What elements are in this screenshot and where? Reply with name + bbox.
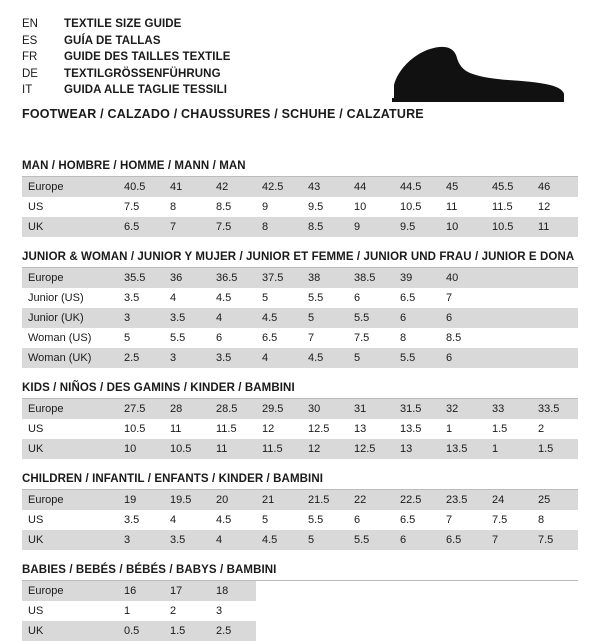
table-cell: 3.5	[164, 530, 210, 550]
table-row	[22, 268, 578, 288]
row-label: Junior (US)	[22, 288, 118, 308]
language-code: FR	[22, 51, 38, 63]
table-cell: 8	[256, 217, 302, 237]
row-label: Woman (UK)	[22, 348, 118, 368]
table-cell: 36.5	[210, 268, 256, 288]
table-cell: 22.5	[394, 490, 440, 510]
table-cell-empty	[394, 581, 440, 601]
size-section	[22, 473, 578, 550]
table-cell: 35.5	[118, 268, 164, 288]
size-table	[22, 268, 578, 368]
table-cell-empty	[532, 601, 578, 621]
table-cell: 3	[118, 530, 164, 550]
table-cell: 1	[486, 439, 532, 459]
table-cell: 7	[440, 510, 486, 530]
table-cell: 11.5	[486, 197, 532, 217]
table-row	[22, 530, 578, 550]
table-cell-empty	[440, 601, 486, 621]
table-cell: 6	[440, 308, 486, 328]
table-cell-empty	[486, 288, 532, 308]
table-cell: 7	[302, 328, 348, 348]
table-cell: 6.5	[256, 328, 302, 348]
table-cell: 10.5	[164, 439, 210, 459]
table-cell: 28.5	[210, 399, 256, 419]
table-row	[22, 581, 578, 601]
table-cell: 29.5	[256, 399, 302, 419]
table-row	[22, 177, 578, 197]
language-code: ES	[22, 34, 38, 47]
table-cell-empty	[532, 581, 578, 601]
table-cell: 6.5	[118, 217, 164, 237]
table-cell: 8.5	[302, 217, 348, 237]
table-cell: 10.5	[486, 217, 532, 237]
table-cell: 33	[486, 399, 532, 419]
table-cell: 4.5	[210, 510, 256, 530]
table-cell: 11.5	[256, 439, 302, 459]
table-cell: 11.5	[210, 419, 256, 439]
size-section-title: MAN / HOMBRE / HOMME / MANN / MAN	[22, 160, 578, 177]
table-cell-empty	[532, 288, 578, 308]
table-cell: 5	[302, 308, 348, 328]
table-cell: 19	[118, 490, 164, 510]
table-row	[22, 601, 578, 621]
table-cell: 2	[532, 419, 578, 439]
table-cell: 1	[440, 419, 486, 439]
size-section	[22, 251, 578, 368]
table-cell: 8	[394, 328, 440, 348]
table-row	[22, 419, 578, 439]
table-cell: 7.5	[486, 510, 532, 530]
table-cell-empty	[486, 601, 532, 621]
table-cell: 6	[440, 348, 486, 368]
table-cell: 7	[440, 288, 486, 308]
table-cell: 6	[394, 308, 440, 328]
row-label: UK	[22, 439, 118, 459]
size-tables-container	[22, 160, 578, 641]
table-cell: 5	[302, 530, 348, 550]
category-title: FOOTWEAR / CALZADO / CHAUSSURES / SCHUHE / CALZATURE	[22, 106, 424, 121]
table-cell: 6.5	[394, 288, 440, 308]
table-cell: 42	[210, 177, 256, 197]
table-cell: 12.5	[348, 439, 394, 459]
language-title: GUIDE DES TAILLES TEXTILE	[64, 51, 231, 63]
table-cell-empty	[348, 621, 394, 641]
language-title: GUIDA ALLE TAGLIE TESSILI	[64, 84, 228, 96]
table-cell-empty	[440, 621, 486, 641]
table-cell: 4	[256, 348, 302, 368]
row-label: UK	[22, 217, 118, 237]
table-cell: 6	[210, 328, 256, 348]
language-code: EN	[22, 18, 38, 30]
table-cell: 8.5	[440, 328, 486, 348]
language-row	[22, 33, 231, 50]
table-cell: 1	[118, 601, 164, 621]
table-cell: 3.5	[118, 288, 164, 308]
table-cell: 19.5	[164, 490, 210, 510]
table-cell: 27.5	[118, 399, 164, 419]
language-row	[22, 49, 231, 66]
row-label: Europe	[22, 177, 118, 197]
table-cell: 7	[164, 217, 210, 237]
table-cell: 6	[348, 288, 394, 308]
table-cell: 4.5	[210, 288, 256, 308]
table-cell: 4	[164, 510, 210, 530]
row-label: UK	[22, 621, 118, 641]
table-cell: 6	[394, 530, 440, 550]
table-cell: 7.5	[532, 530, 578, 550]
dress-shoe-icon	[388, 42, 568, 104]
table-cell: 1.5	[532, 439, 578, 459]
table-cell: 44.5	[394, 177, 440, 197]
table-cell: 7.5	[348, 328, 394, 348]
table-cell: 5	[118, 328, 164, 348]
table-cell: 43	[302, 177, 348, 197]
table-row	[22, 308, 578, 328]
table-cell-empty	[532, 268, 578, 288]
table-cell: 10	[348, 197, 394, 217]
table-cell: 32	[440, 399, 486, 419]
table-cell-empty	[486, 348, 532, 368]
size-section	[22, 160, 578, 237]
table-cell: 3.5	[164, 308, 210, 328]
table-cell: 11	[440, 197, 486, 217]
table-cell: 3.5	[118, 510, 164, 530]
table-cell: 3.5	[210, 348, 256, 368]
table-cell: 38.5	[348, 268, 394, 288]
row-label: Woman (US)	[22, 328, 118, 348]
table-cell: 5.5	[164, 328, 210, 348]
table-cell: 5.5	[348, 308, 394, 328]
table-cell: 20	[210, 490, 256, 510]
row-label: US	[22, 510, 118, 530]
table-cell: 24	[486, 490, 532, 510]
language-title: TEXTILE SIZE GUIDE	[64, 18, 182, 30]
table-cell: 39	[394, 268, 440, 288]
table-cell: 13	[394, 439, 440, 459]
table-cell-empty	[394, 621, 440, 641]
table-cell: 5.5	[394, 348, 440, 368]
table-cell-empty	[348, 601, 394, 621]
table-cell: 11	[164, 419, 210, 439]
size-table	[22, 490, 578, 550]
table-cell: 5.5	[348, 530, 394, 550]
table-cell: 22	[348, 490, 394, 510]
table-cell: 21.5	[302, 490, 348, 510]
table-cell: 0.5	[118, 621, 164, 641]
table-row	[22, 288, 578, 308]
table-cell: 8	[164, 197, 210, 217]
table-row	[22, 510, 578, 530]
table-cell-empty	[532, 621, 578, 641]
table-cell: 4	[210, 530, 256, 550]
table-cell: 45	[440, 177, 486, 197]
table-cell: 10	[118, 439, 164, 459]
table-cell: 1.5	[164, 621, 210, 641]
table-cell-empty	[440, 581, 486, 601]
table-cell: 31	[348, 399, 394, 419]
row-label: US	[22, 419, 118, 439]
table-cell-empty	[532, 328, 578, 348]
table-cell-empty	[532, 308, 578, 328]
table-cell: 5.5	[302, 288, 348, 308]
table-cell: 23.5	[440, 490, 486, 510]
size-section-title: CHILDREN / INFANTIL / ENFANTS / KINDER / BAMBINI	[22, 473, 578, 490]
table-cell: 2	[164, 601, 210, 621]
table-cell: 1.5	[486, 419, 532, 439]
document-header	[22, 16, 578, 121]
table-cell-empty	[302, 601, 348, 621]
table-cell: 38	[302, 268, 348, 288]
table-cell: 41	[164, 177, 210, 197]
size-table	[22, 581, 578, 641]
size-section-title: JUNIOR & WOMAN / JUNIOR Y MUJER / JUNIOR ET FEMME / JUNIOR UND FRAU / JUNIOR E DONA	[22, 251, 578, 268]
table-cell: 31.5	[394, 399, 440, 419]
table-cell: 2.5	[118, 348, 164, 368]
table-cell: 13	[348, 419, 394, 439]
table-cell: 13.5	[440, 439, 486, 459]
table-cell: 6.5	[394, 510, 440, 530]
language-title-list	[22, 16, 231, 99]
table-cell: 12	[256, 419, 302, 439]
table-cell: 42.5	[256, 177, 302, 197]
table-cell: 12	[302, 439, 348, 459]
table-row	[22, 490, 578, 510]
row-label: Europe	[22, 581, 118, 601]
table-cell: 36	[164, 268, 210, 288]
table-row	[22, 399, 578, 419]
table-cell: 40	[440, 268, 486, 288]
table-cell: 7.5	[118, 197, 164, 217]
table-cell: 2.5	[210, 621, 256, 641]
table-cell: 12.5	[302, 419, 348, 439]
table-cell-empty	[486, 268, 532, 288]
row-label: Europe	[22, 399, 118, 419]
table-cell: 18	[210, 581, 256, 601]
table-cell: 4.5	[302, 348, 348, 368]
table-row	[22, 621, 578, 641]
table-cell-empty	[532, 348, 578, 368]
table-cell: 3	[118, 308, 164, 328]
table-cell-empty	[348, 581, 394, 601]
table-row	[22, 217, 578, 237]
table-cell: 9	[348, 217, 394, 237]
table-cell: 4.5	[256, 530, 302, 550]
row-label: Junior (UK)	[22, 308, 118, 328]
language-row	[22, 66, 231, 83]
table-cell: 3	[210, 601, 256, 621]
size-table	[22, 177, 578, 237]
table-cell: 9.5	[302, 197, 348, 217]
size-section-title: KIDS / NIÑOS / DES GAMINS / KINDER / BAMBINI	[22, 382, 578, 399]
table-cell: 45.5	[486, 177, 532, 197]
language-title: GUÍA DE TALLAS	[64, 34, 161, 47]
table-cell: 46	[532, 177, 578, 197]
table-cell: 10	[440, 217, 486, 237]
table-cell: 16	[118, 581, 164, 601]
table-cell: 17	[164, 581, 210, 601]
table-cell: 9.5	[394, 217, 440, 237]
table-row	[22, 439, 578, 459]
table-cell: 5.5	[302, 510, 348, 530]
row-label: US	[22, 601, 118, 621]
table-cell: 44	[348, 177, 394, 197]
row-label: Europe	[22, 268, 118, 288]
table-cell: 28	[164, 399, 210, 419]
table-cell: 12	[532, 197, 578, 217]
table-cell: 21	[256, 490, 302, 510]
table-cell: 37.5	[256, 268, 302, 288]
table-cell-empty	[486, 308, 532, 328]
language-title: TEXTILGRÖSSENFÜHRUNG	[64, 67, 221, 80]
table-cell-empty	[302, 621, 348, 641]
table-cell-empty	[486, 581, 532, 601]
language-row	[22, 16, 231, 33]
table-cell: 10.5	[394, 197, 440, 217]
table-cell: 8	[532, 510, 578, 530]
table-cell: 6.5	[440, 530, 486, 550]
size-section	[22, 382, 578, 459]
table-cell: 11	[532, 217, 578, 237]
table-cell: 8.5	[210, 197, 256, 217]
table-row	[22, 348, 578, 368]
size-section-title: BABIES / BEBÉS / BÉBÉS / BABYS / BAMBINI	[22, 564, 578, 581]
row-label: Europe	[22, 490, 118, 510]
table-cell: 13.5	[394, 419, 440, 439]
size-table	[22, 399, 578, 459]
language-code: DE	[22, 67, 38, 80]
row-label: US	[22, 197, 118, 217]
table-cell-empty	[486, 328, 532, 348]
table-cell-empty	[302, 581, 348, 601]
table-cell-empty	[256, 621, 302, 641]
table-cell: 9	[256, 197, 302, 217]
table-cell: 5	[348, 348, 394, 368]
language-code: IT	[22, 84, 33, 96]
table-cell: 4	[164, 288, 210, 308]
table-cell-empty	[486, 621, 532, 641]
table-row	[22, 197, 578, 217]
table-cell: 7.5	[210, 217, 256, 237]
table-row	[22, 328, 578, 348]
table-cell-empty	[256, 601, 302, 621]
table-cell: 5	[256, 288, 302, 308]
language-row	[22, 82, 231, 99]
table-cell: 3	[164, 348, 210, 368]
table-cell: 30	[302, 399, 348, 419]
table-cell: 10.5	[118, 419, 164, 439]
table-cell: 11	[210, 439, 256, 459]
table-cell: 6	[348, 510, 394, 530]
table-cell: 40.5	[118, 177, 164, 197]
size-section	[22, 564, 578, 641]
table-cell: 7	[486, 530, 532, 550]
table-cell-empty	[256, 581, 302, 601]
table-cell: 4.5	[256, 308, 302, 328]
row-label: UK	[22, 530, 118, 550]
table-cell: 5	[256, 510, 302, 530]
table-cell-empty	[394, 601, 440, 621]
table-cell: 4	[210, 308, 256, 328]
table-cell: 25	[532, 490, 578, 510]
table-cell: 33.5	[532, 399, 578, 419]
